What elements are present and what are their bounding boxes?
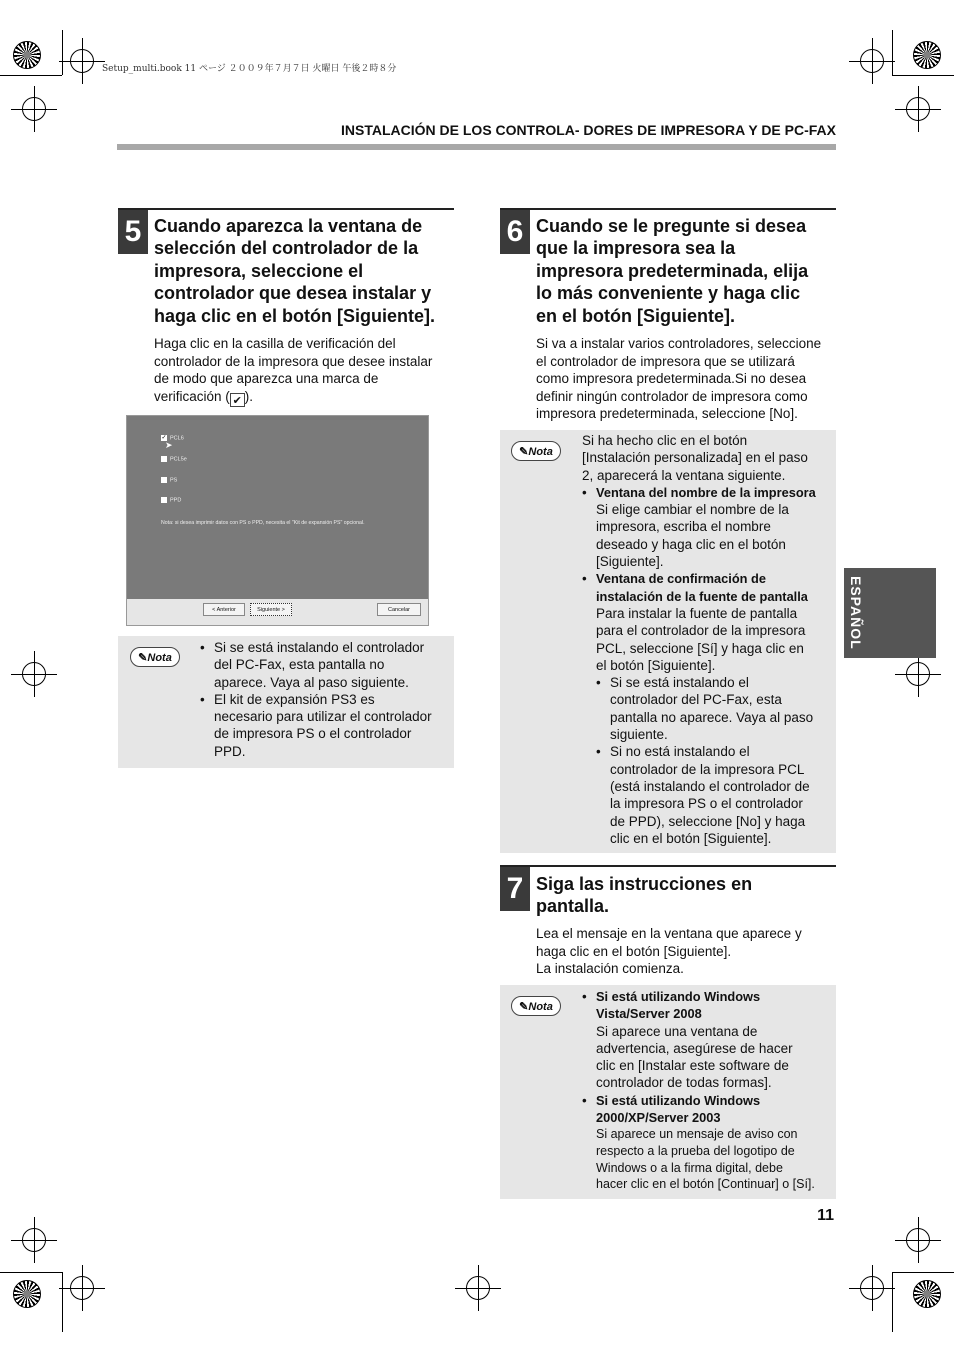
pencil-icon: ✎ (138, 652, 148, 664)
registration-target (22, 1228, 46, 1252)
header-rule (117, 144, 836, 150)
registration-sunburst-top-right (913, 41, 941, 69)
step-5-note-box (118, 636, 454, 768)
option-ps: PS (161, 477, 177, 483)
next-button: Siguiente > (250, 603, 292, 616)
registration-target (906, 662, 930, 686)
step-7-rule (500, 865, 836, 867)
step-5-body: Haga clic en la casilla de verificación del controlador de la impresora que desee instalar de modo que aparezca una marca de verificación ( ✔ ). (154, 336, 433, 407)
step-6-body: Si va a instalar varios controladores, seleccione el controlador de impresora que se utilizará como impresora predeterminada.Si no desea definir ningún controlador de impresora como impresora predeterminada, seleccione [No]. (536, 336, 822, 421)
crop-mark (892, 1272, 954, 1273)
registration-target (906, 1228, 930, 1252)
step-5-note-list (200, 639, 450, 760)
registration-target (860, 49, 884, 73)
step-6-note-box (500, 430, 836, 853)
nota-badge: ✎Nota (511, 996, 561, 1016)
step-7-note-list (582, 988, 834, 1193)
crop-mark (0, 75, 62, 76)
book-file-line: Setup_multi.book 11 ページ ２００９年７月７日 火曜日 午後２時８分 (102, 64, 397, 74)
crop-mark (892, 75, 954, 76)
step-5-heading: Cuando aparezca la ventana de selección del controlador de la impresora, seleccione el controlador que desea instalar y haga clic en el botón [Siguiente]. (154, 216, 436, 326)
registration-target (906, 97, 930, 121)
step-5-number: 5 (118, 210, 148, 254)
step-7-body: Lea el mensaje en la ventana que aparece y haga clic en el botón [Siguiente]. La instalación comienza. (536, 926, 802, 976)
step-6-note-content: Si ha hecho clic en el botón [Instalación personalizada] en el paso 2, aparecerá la ventana siguiente. • Ventana del nombre de la impresora Si elige cambiar el nombre de la impresora, escriba el nombre deseado y haga clic en el botón [Siguiente]. • Ventana de confirmación de instalación de la fuente de pantalla Para instalar la fuente de pantalla para el controlador de la impresora PCL, seleccione [Sí] y haga clic en el botón [Siguiente]. • Si se está instalando el controlador del PC-Fax, esta pantalla no aparece. Vaya al paso siguiente. • Si no está instalando el controlador de la impresora PCL (está instalando el controlador de la impresora PS o el controlador de PPD), seleccione [No] y haga clic en el botón [Siguiente]. (582, 432, 834, 847)
crop-mark (892, 1272, 893, 1332)
option-pcl6: ✓ PCL6 (161, 435, 184, 442)
registration-target (466, 1276, 490, 1300)
driver-selection-screenshot (126, 415, 429, 626)
list-item: • Si no está instalando el controlador de la impresora PCL (está instalando el controlador de la impresora PS o el controlador de PPD), seleccione [No] y haga clic en el botón [Siguiente]. (596, 743, 834, 847)
pencil-icon: ✎ (519, 446, 529, 458)
registration-target (22, 662, 46, 686)
section-header-title: INSTALACIÓN DE LOS CONTROLA- DORES DE IMPRESORA Y DE PC-FAX (341, 122, 836, 138)
step-6-sub-list (596, 674, 834, 847)
list-item: • Si se está instalando el controlador del PC-Fax, esta pantalla no aparece. Vaya al paso siguiente. (596, 674, 834, 743)
list-item: • Ventana del nombre de la impresora Si elige cambiar el nombre de la impresora, escriba el nombre deseado y haga clic en el botón [Siguiente]. (582, 484, 834, 570)
step-5-rule (118, 208, 454, 210)
nota-badge: ✎Nota (130, 647, 180, 667)
screenshot-note: Nota: si desea imprimir datos con PS o PPD, necesita el "Kit de expansión PS" opcional. (161, 520, 365, 526)
option-ppd: PPD (161, 497, 181, 503)
registration-target (22, 97, 46, 121)
checkbox (161, 477, 167, 483)
registration-sunburst-bottom-left (13, 1280, 41, 1308)
list-item: • Ventana de confirmación de instalación de la fuente de pantalla Para instalar la fuente de pantalla para el controlador de la impresora PCL, seleccione [Sí] y haga clic en el botón [Siguiente]. • Si se está instalando el controlador del PC-Fax, esta pantalla no aparece. Vaya al paso siguiente. • Si no está instalando el controlador de la impresora PCL (está instalando el controlador de la impresora PS o el controlador de PPD), seleccione [No] y haga clic en el botón [Siguiente]. (582, 570, 834, 847)
step-7-number: 7 (500, 867, 530, 911)
step-6-rule (500, 208, 836, 210)
language-label: ESPAÑOL (848, 576, 864, 650)
step-7-note-box (500, 985, 836, 1199)
step-7-heading: Siga las instrucciones en pantalla. (536, 874, 753, 917)
crop-mark (892, 30, 893, 75)
list-item: • Si está utilizando Windows Vista/Server 2008 Si aparece una ventana de advertencia, asegúrese de hacer clic en [Instalar este software de controlador de todas formas]. (582, 988, 834, 1092)
checkbox-check-icon: ✔ (230, 393, 245, 407)
registration-sunburst-bottom-right (913, 1280, 941, 1308)
step-6-heading: Cuando se le pregunte si desea que la impresora sea la impresora predeterminada, elija lo más conveniente y haga clic en el botón [Siguiente]. (536, 216, 809, 326)
back-button: < Anterior (203, 603, 245, 616)
cancel-button: Cancelar (377, 603, 421, 616)
screenshot-cursor-icon: ➤ (165, 440, 173, 450)
step-6-note-list (582, 484, 834, 847)
list-item: • Si se está instalando el controlador del PC-Fax, esta pantalla no aparece. Vaya al paso siguiente. (200, 639, 450, 691)
pencil-icon: ✎ (519, 1001, 529, 1013)
language-side-tab (844, 568, 936, 658)
crop-mark (62, 30, 63, 75)
crop-mark (62, 1272, 63, 1332)
screenshot-button-bar (127, 599, 428, 625)
registration-sunburst-top-left (13, 41, 41, 69)
list-item: • El kit de expansión PS3 es necesario para utilizar el controlador de impresora PS o el controlador PPD. (200, 691, 450, 760)
page-number: 11 (817, 1207, 834, 1224)
crop-mark (0, 1272, 62, 1273)
checkbox-checked: ✓ (161, 435, 167, 441)
option-pcl5e: PCL5e (161, 456, 187, 462)
registration-target (70, 49, 94, 73)
checkbox (161, 456, 167, 462)
registration-target (860, 1276, 884, 1300)
step-6-number: 6 (500, 210, 530, 254)
nota-badge: ✎Nota (511, 441, 561, 461)
registration-target (70, 1276, 94, 1300)
list-item: • Si está utilizando Windows 2000/XP/Server 2003 Si aparece un mensaje de aviso con respecto a la prueba del logotipo de Windows o a la firma digital, debe hacer clic en el botón [Continuar] o [Sí]. (582, 1092, 834, 1193)
checkbox (161, 497, 167, 503)
